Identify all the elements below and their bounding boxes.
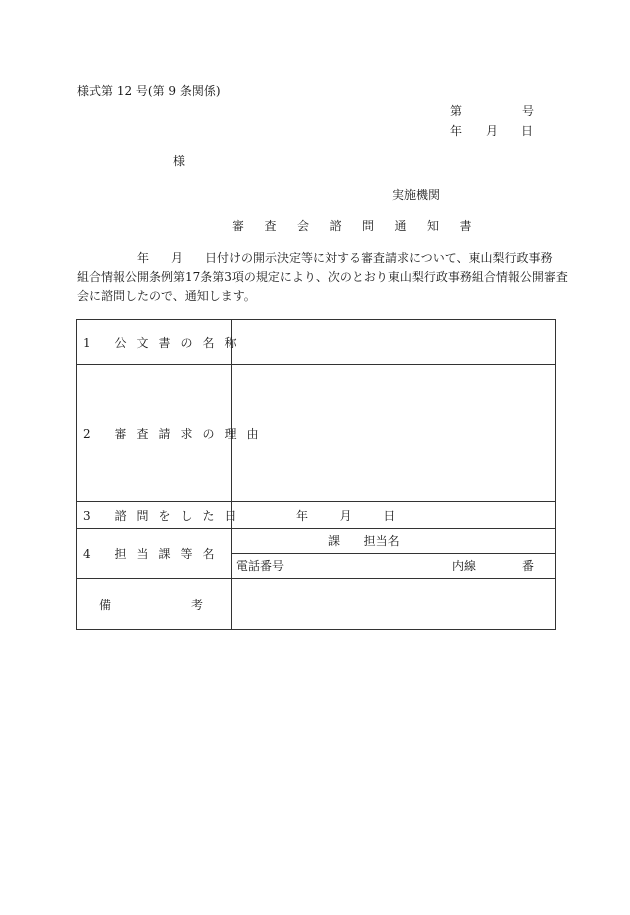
implementing-agency: 実施機関: [392, 188, 441, 202]
date-day-label: 日: [521, 124, 534, 138]
body-line-2: 組合情報公開条例第17条第3項の規定により、次のとおり東山梨行政事務組合情報公開審査: [77, 270, 568, 284]
row-document-name: [77, 320, 556, 365]
row-remarks: [77, 579, 556, 630]
row-request-reason: [77, 365, 556, 502]
extension-suffix: 番: [522, 559, 535, 573]
body-line-3: 会に諮問したので、通知します。: [77, 289, 256, 303]
body-month: 月: [171, 251, 184, 265]
department-line: [232, 529, 555, 553]
addressee-honorific: 様: [173, 154, 186, 168]
row-department: [77, 529, 556, 579]
consult-day: 日: [383, 508, 396, 523]
date-year-label: 年: [450, 124, 463, 138]
document-number-suffix: 号: [522, 104, 535, 118]
label-consultation-date: 3 諮問をした日: [77, 502, 232, 529]
document-title: 審査会諮問通知書: [232, 219, 493, 233]
consult-year: 年: [296, 508, 309, 523]
value-department: [232, 529, 556, 579]
row-consultation-date: [77, 502, 556, 529]
phone-line: [232, 553, 555, 578]
consult-month: 月: [339, 508, 352, 523]
value-document-name: [232, 320, 556, 365]
phone-label: 電話番号: [236, 559, 285, 573]
label-document-name: 1 公文書の名称: [77, 320, 232, 365]
document-number-label: 第: [450, 104, 463, 118]
label-remarks: [77, 579, 232, 630]
department-section: 課: [328, 534, 341, 548]
extension-label: 内線: [452, 559, 477, 573]
body-paragraph: [77, 249, 568, 306]
remarks-char-1: 備: [99, 597, 112, 612]
remarks-char-2: 考: [191, 597, 204, 612]
value-request-reason: [232, 365, 556, 502]
value-remarks: [232, 579, 556, 630]
body-year: 年: [137, 251, 150, 265]
body-line-1-text: 日付けの開示決定等に対する審査請求について、東山梨行政事務: [205, 251, 553, 265]
body-line-1: [77, 249, 559, 268]
form-number: 様式第 12 号(第 9 条関係): [77, 84, 221, 98]
value-consultation-date: [232, 502, 556, 529]
label-department: 4 担当課等名: [77, 529, 232, 579]
label-request-reason: 2 審査請求の理由: [77, 365, 232, 502]
department-person: 担当名: [363, 534, 400, 548]
date-month-label: 月: [486, 124, 499, 138]
notice-table: [76, 319, 556, 630]
